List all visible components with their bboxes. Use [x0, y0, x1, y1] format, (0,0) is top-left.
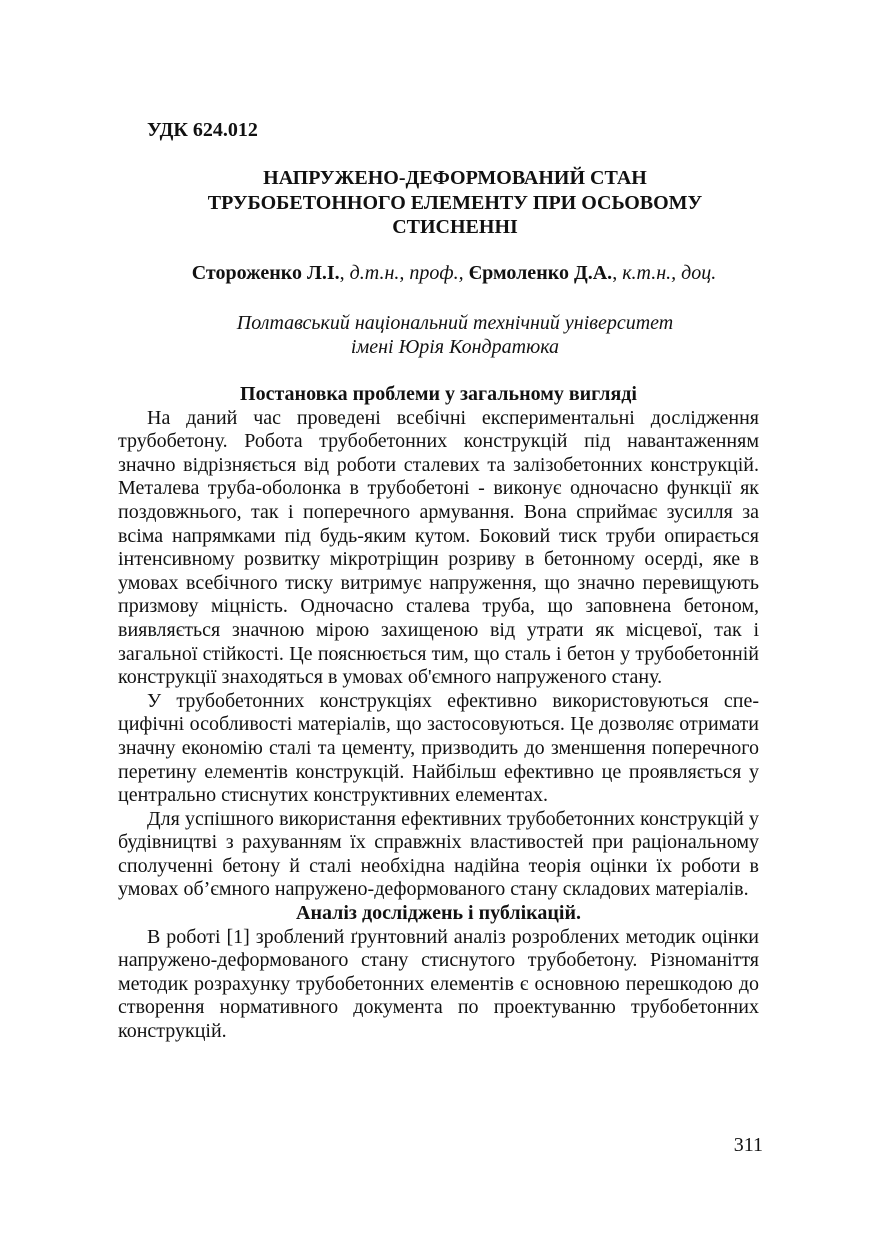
paper-title-line: ТРУБОБЕТОННОГО ЕЛЕМЕНТУ ПРИ ОСЬОВОМУ	[207, 191, 703, 214]
body-paragraph: На даний час проведені всебічні експериментальні дослідження трубобетону. Робота трубобетонних конструкцій під навантаженням значно відрізняється від роботи сталевих та залізобетонних конструкцій. Металева труба-оболонка в трубобетоні - виконує одночасно функції як поздовжнього, так і поперечного армування. Вона сприймає зусилля за всіма напрямками під будь-яким кутом. Боковий тиск труби опирається інтенсивному розвитку мікротріщин розриву в бетонному осерді, яке в умовах всебічного тиску витримує напруження, що значно перевищують призмову міцність. Одночасно сталева труба, що заповнена бетоном, виявляється значною мірою захищеною від утрати як місцевої, так і загальної стійкості. Це пояснюється тим, що сталь і бетон у трубобетонній конструкції знаходяться в умовах об'ємного напруженого стану.	[118, 406, 759, 689]
author-degree: д.т.н., проф.,	[349, 262, 464, 284]
page-number: 311	[733, 1134, 763, 1156]
author-name: Стороженко Л.І.	[191, 262, 340, 284]
affiliation-line: Полтавський національний технічний університет	[236, 312, 674, 334]
paper-body	[118, 383, 759, 1044]
author-degree: к.т.н., доц.	[622, 262, 717, 284]
udk-code: УДК 624.012	[147, 119, 258, 141]
body-paragraph: Для успішного використання ефективних трубобетонних конструкцій у будівництві з рахуванням їх справжніх властивостей при раціональному сполученні бетону й сталі необхідна надійна теорія оцінки їх роботи в умовах об’ємного напружено-деформованого стану складових матеріалів.	[118, 807, 759, 901]
affiliation	[150, 311, 760, 359]
author-name: Єрмоленко Д.А.	[468, 262, 613, 284]
paper-title-line: НАПРУЖЕНО-ДЕФОРМОВАНИЙ СТАН	[263, 167, 647, 189]
body-paragraph: В роботі [1] зроблений ґрунтовний аналіз розроблених методик оцінки напружено-деформованого стану стиснутого трубобетону. Різноманіття методик розрахунку трубобетонних елементів є основною перешкодою до створення нормативного документа по проектуванню трубобетонних конструкцій.	[118, 925, 759, 1043]
paper-title	[160, 166, 750, 240]
section-heading: Постановка проблеми у загальному вигляді	[240, 383, 637, 405]
paper-title-line: СТИСНЕННІ	[392, 216, 518, 238]
section-heading: Аналіз досліджень і публікацій.	[296, 902, 581, 925]
authors-line: Стороженко Л.І., д.т.н., проф., Єрмоленко Д.А., к.т.н., доц.	[191, 262, 717, 284]
body-paragraph: У трубобетонних конструкціях ефективно використовуються специфічні особливості матеріалів, що застосовуються. Це дозволяє отримати значну економію сталі та цементу, призводить до зменшення поперечного перетину елементів конструкцій. Найбільш ефективно це проявляється у центрально стиснутих конструктивних елементах.	[118, 689, 759, 807]
affiliation-line: імені Юрія Кондратюка	[350, 336, 560, 358]
